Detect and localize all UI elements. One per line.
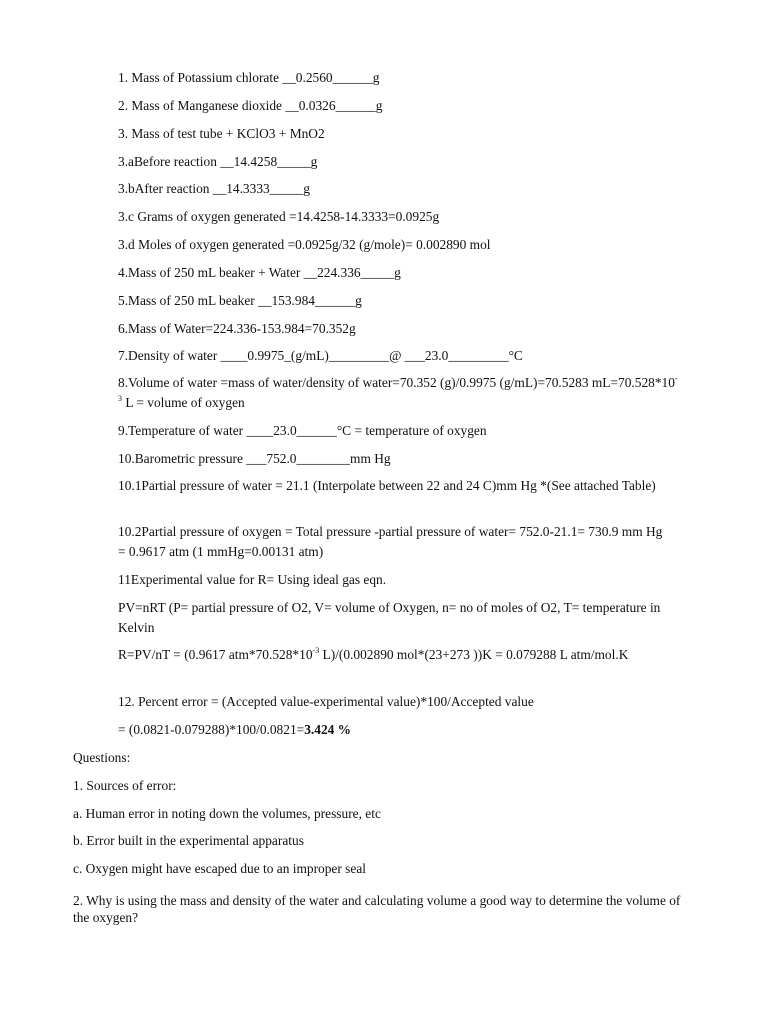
- item-9-temperature-water: 9.Temperature of water ____23.0______°C = temperature of oxygen: [118, 423, 487, 438]
- item-12-percent-error: 12. Percent error = (Accepted value-experimental value)*100/Accepted value: [118, 694, 534, 709]
- item-3-mass-test-tube: 3. Mass of test tube + KClO3 + MnO2: [118, 126, 325, 141]
- item-10-barometric-pressure: 10.Barometric pressure ___752.0________mm Hg: [118, 451, 391, 466]
- item-7-density-water: 7.Density of water ____0.9975_(g/mL)_________@ ___23.0_________°C: [118, 348, 523, 363]
- item-11-r-text-tail: L)/(0.002890 mol*(23+273 ))K = 0.079288 L atm/mol.K: [319, 647, 629, 662]
- item-11-r-text: R=PV/nT = (0.9617 atm*70.528*10: [118, 647, 313, 662]
- item-10-1-partial-pressure-water: 10.1Partial pressure of water = 21.1 (Interpolate between 22 and 24 C)mm Hg *(See attached Table): [118, 478, 656, 493]
- question-2: 2. Why is using the mass and density of the water and calculating volume a good way to determine the volume of the oxygen?: [73, 893, 681, 925]
- item-3a-before-reaction: 3.aBefore reaction __14.4258_____g: [118, 154, 318, 169]
- item-2-mass-manganese-dioxide: 2. Mass of Manganese dioxide __0.0326______g: [118, 98, 383, 113]
- item-11-r-calculation: [118, 645, 663, 665]
- item-11-experimental-r: 11Experimental value for R= Using ideal gas eqn.: [118, 572, 387, 587]
- question-1c: c. Oxygen might have escaped due to an improper seal: [73, 861, 367, 876]
- item-12-result: 3.424 %: [304, 722, 352, 737]
- question-1a: a. Human error in noting down the volumes, pressure, etc: [73, 806, 381, 821]
- item-12-calc-text: = (0.0821-0.079288)*100/0.0821=: [118, 722, 305, 737]
- question-1-sources-of-error: 1. Sources of error:: [73, 778, 177, 793]
- item-8-text: 8.Volume of water =mass of water/density of water=70.352 (g)/0.9975 (g/mL)=70.5283 mL=70.528*10: [118, 375, 675, 390]
- item-6-mass-water: 6.Mass of Water=224.336-153.984=70.352g: [118, 321, 356, 336]
- item-3b-after-reaction: 3.bAfter reaction __14.3333_____g: [118, 181, 310, 196]
- questions-heading: Questions:: [73, 750, 131, 765]
- item-8-exponent: -3: [118, 374, 678, 403]
- item-5-mass-beaker: 5.Mass of 250 mL beaker __153.984______g: [118, 293, 362, 308]
- item-4-mass-beaker-water: 4.Mass of 250 mL beaker + Water __224.336_____g: [118, 265, 401, 280]
- item-3d-moles-oxygen: 3.d Moles of oxygen generated =0.0925g/32 (g/mole)= 0.002890 mol: [118, 237, 491, 252]
- item-8-text-tail: L = volume of oxygen: [122, 395, 245, 410]
- item-3c-grams-oxygen: 3.c Grams of oxygen generated =14.4258-14.3333=0.0925g: [118, 209, 440, 224]
- item-12-calculation: [118, 722, 351, 738]
- item-1-mass-potassium-chlorate: 1. Mass of Potassium chlorate __0.2560______g: [118, 70, 380, 85]
- question-1b: b. Error built in the experimental apparatus: [73, 833, 304, 848]
- item-11-r-exponent: -3: [312, 646, 320, 655]
- item-11-ideal-gas-equation: PV=nRT (P= partial pressure of O2, V= volume of Oxygen, n= no of moles of O2, T= temperature in Kelvin: [118, 600, 661, 635]
- item-10-2-partial-pressure-oxygen: 10.2Partial pressure of oxygen = Total pressure -partial pressure of water= 752.0-21.1= 730.9 mm Hg = 0.9617 atm (1 mmHg=0.00131 atm): [118, 524, 663, 559]
- item-8-volume-water: [118, 373, 678, 413]
